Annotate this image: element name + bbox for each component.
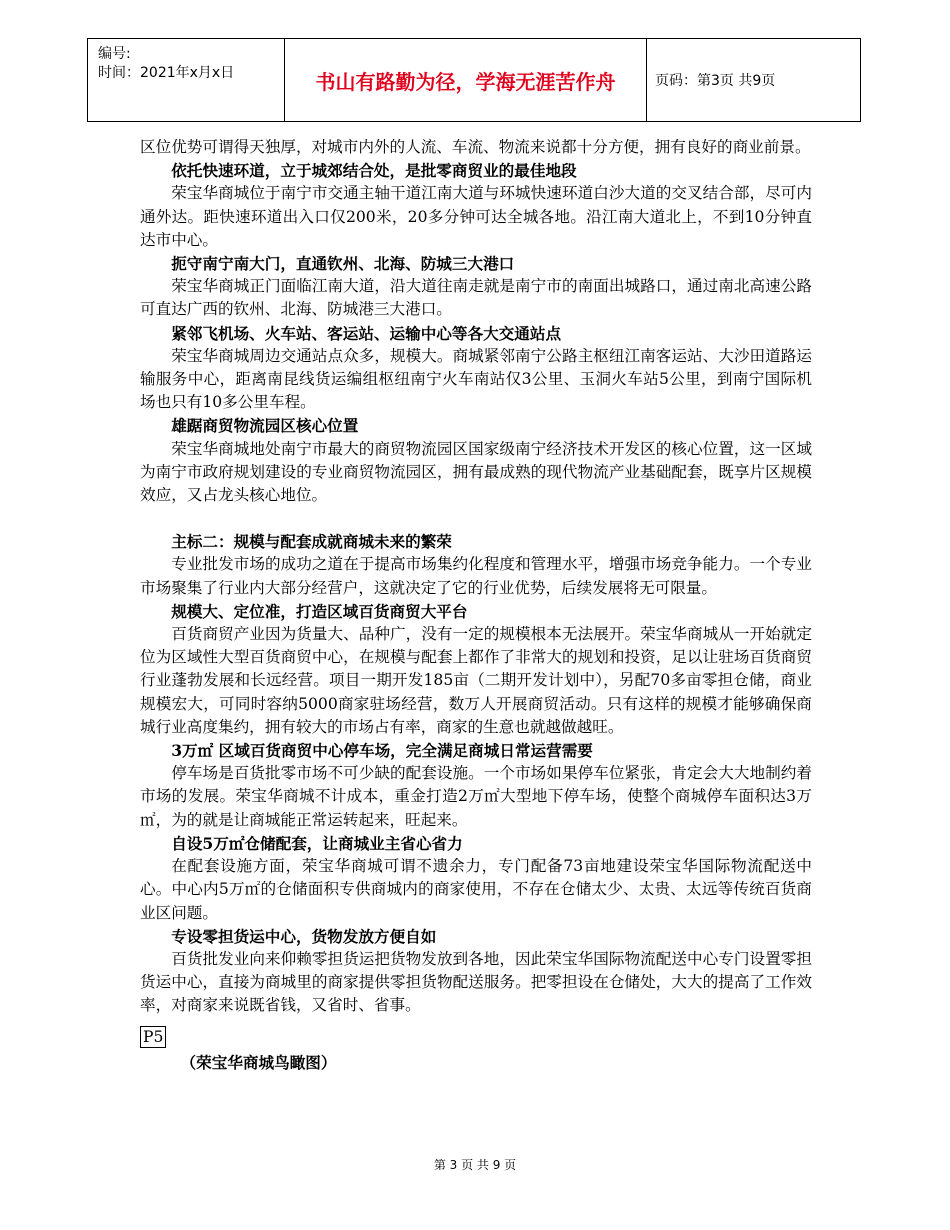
paragraph: 百货批发业向来仰赖零担货运把货物发放到各地，因此荣宝华国际物流配送中心专门设置零担货运中心，直接为商城里的商家提供零担货物配送服务。把零担设在仓储处，大大的提高了工作效率，对商家来说既省钱，又省时、省事。 (140, 949, 812, 1015)
picture-caption: （荣宝华商城鸟瞰图） (180, 1052, 337, 1072)
paragraph: 停车场是百货批零市场不可少缺的配套设施。一个市场如果停车位紧张，肯定会大大地制约着市场的发展。荣宝华商城不计成本，重金打造2万㎡大型地下停车场，使整个商城停车面积达3万㎡，为的就是让商城能正常运转起来，旺起来。 (140, 764, 812, 829)
paragraph: 在配套设施方面，荣宝华商城可谓不遗余力，专门配备73亩地建设荣宝华国际物流配送中心。中心内5万㎡的仓储面积专供商城内的商家使用，不存在仓储太少、太贵、太远等传统百货商业区问题。 (140, 857, 812, 922)
page-footer: 第 3 页 共 9 页 (433, 1158, 517, 1172)
section-heading: 依托快速环道，立于城郊结合处，是批零商贸业的最佳地段 (171, 161, 577, 181)
header-page-info: 页码：第3页 共9页 (655, 73, 776, 89)
main-heading: 主标二：规模与配套成就商城未来的繁荣 (171, 532, 452, 552)
picture-label: P5 (140, 1026, 166, 1048)
paragraph: 荣宝华商城位于南宁市交通主轴干道江南大道与环城快速环道白沙大道的交叉结合部，尽可内通外达。距快速环道出入口仅200米，20多分钟可达全城各地。沿江南大道北上，不到10分钟直达市中心。 (140, 184, 812, 249)
section-heading: 紧邻飞机场、火车站、客运站、运输中心等各大交通站点 (171, 323, 562, 343)
page-header (87, 38, 861, 122)
paragraph: 荣宝华商城地处南宁市最大的商贸物流园区国家级南宁经济技术开发区的核心位置，这一区域为南宁市政府规划建设的专业商贸物流园区，拥有最成熟的现代物流产业基础配套，既享片区规模效应，又占龙头核心地位。 (140, 439, 812, 505)
header-motto: 书山有路勤为径，学海无涯苦作舟 (285, 39, 647, 121)
section-heading: 3万㎡ 区域百货商贸中心停车场，完全满足商城日常运营需要 (171, 741, 593, 761)
paragraph: 区位优势可谓得天独厚，对城市内外的人流、车流、物流来说都十分方便，拥有良好的商业前景。 (140, 138, 811, 156)
section-heading: 专设零担货运中心，货物发放方便自如 (171, 926, 437, 946)
section-heading: 规模大、定位准，打造区域百货商贸大平台 (171, 601, 468, 621)
doc-time-label: 时间：2021年x月x日 (98, 65, 235, 81)
paragraph: 专业批发市场的成功之道在于提高市场集约化程度和管理水平，增强市场竞争能力。一个专业市场聚集了行业内大部分经营户，这就决定了它的行业优势，后续发展将无可限量。 (140, 555, 812, 597)
section-heading: 扼守南宁南大门，直通钦州、北海、防城三大港口 (171, 254, 515, 274)
paragraph: 荣宝华商城周边交通站点众多，规模大。商城紧邻南宁公路主枢纽江南客运站、大沙田道路运输服务中心，距离南昆线货运编组枢纽南宁火车南站仅3公里、玉洞火车站5公里，到南宁国际机场也只有10多公里车程。 (140, 346, 812, 412)
section-heading: 自设5万㎡仓储配套，让商城业主省心省力 (171, 833, 463, 853)
section-heading: 雄踞商贸物流园区核心位置 (171, 416, 359, 436)
doc-number-label: 编号: (98, 46, 131, 62)
paragraph: 荣宝华商城正门面临江南大道，沿大道往南走就是南宁市的南面出城路口，通过南北高速公路可直达广西的钦州、北海、防城港三大港口。 (140, 277, 812, 319)
header-meta (88, 39, 285, 121)
paragraph: 百货商贸产业因为货量大、品种广，没有一定的规模根本无法展开。荣宝华商城从一开始就定位为区域性大型百货商贸中心，在规模与配套上都作了非常大的规划和投资，足以让驻场百货商贸行业蓬勃发展和长远经营。项目一期开发185亩（二期开发计划中），另配70多亩零担仓储，商业规模宏大，可同时容纳5000商家驻场经营，数万人开展商贸活动。只有这样的规模才能够确保商城行业高度集约，拥有较大的市场占有率，商家的生意也就越做越旺。 (140, 625, 812, 736)
document-body (140, 136, 812, 1074)
